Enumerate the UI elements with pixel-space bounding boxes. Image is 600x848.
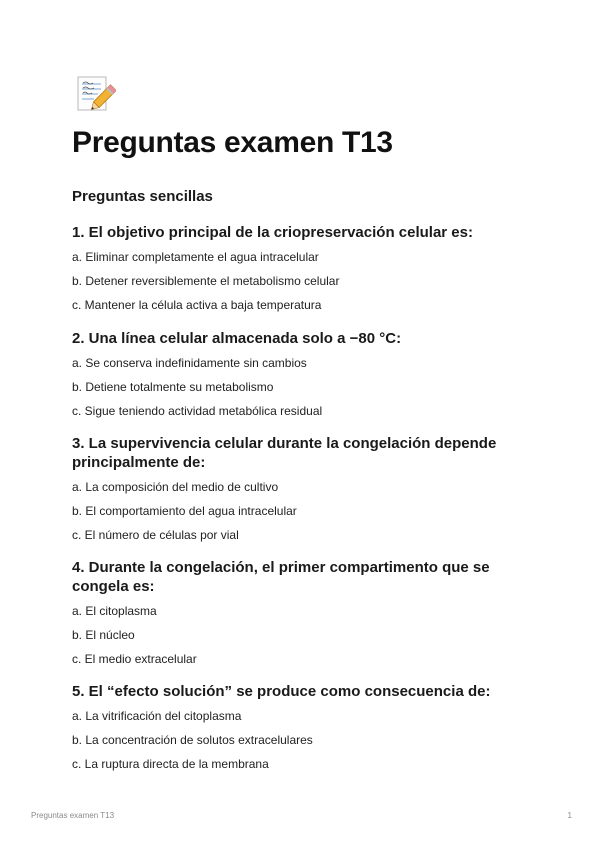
answer-option: c. La ruptura directa de la membrana [72, 757, 269, 771]
section-heading: Preguntas sencillas [72, 188, 213, 205]
footer-page-number: 1 [567, 811, 572, 820]
answer-options [72, 708, 532, 772]
answer-option: c. El medio extracelular [72, 652, 197, 666]
answer-option: a. Eliminar completamente el agua intracelular [72, 250, 319, 264]
question-block [72, 558, 532, 675]
answer-options [72, 603, 532, 667]
question-block [72, 682, 532, 780]
answer-option: c. El número de células por vial [72, 528, 239, 542]
question-block [72, 223, 532, 321]
answer-option: b. La concentración de solutos extracelulares [72, 733, 313, 747]
answer-option: b. Detener reversiblemente el metabolismo celular [72, 274, 340, 288]
answer-options [72, 479, 532, 543]
answer-option: a. La vitrificación del citoplasma [72, 709, 242, 723]
footer-document-title: Preguntas examen T13 [31, 811, 115, 820]
memo-pencil-icon [76, 75, 116, 115]
answer-option: b. Detiene totalmente su metabolismo [72, 380, 274, 394]
answer-option: b. El comportamiento del agua intracelular [72, 504, 297, 518]
answer-option: a. Se conserva indefinidamente sin cambios [72, 356, 307, 370]
page-title: Preguntas examen T13 [72, 126, 393, 159]
question-block [72, 434, 532, 551]
question-heading: 3. La supervivencia celular durante la congelación depende principalmente de: [72, 435, 497, 471]
question-block [72, 329, 532, 427]
answer-option: a. La composición del medio de cultivo [72, 480, 279, 494]
answer-option: c. Mantener la célula activa a baja temperatura [72, 298, 322, 312]
answer-options [72, 355, 532, 419]
answer-options [72, 249, 532, 313]
question-heading: 4. Durante la congelación, el primer compartimento que se congela es: [72, 559, 490, 595]
question-heading: 5. El “efecto solución” se produce como consecuencia de: [72, 683, 491, 700]
answer-option: a. El citoplasma [72, 604, 157, 618]
answer-option: b. El núcleo [72, 628, 135, 642]
question-heading: 2. Una línea celular almacenada solo a −80 °C: [72, 330, 402, 347]
question-heading: 1. El objetivo principal de la criopreservación celular es: [72, 224, 473, 241]
answer-option: c. Sigue teniendo actividad metabólica residual [72, 404, 323, 418]
